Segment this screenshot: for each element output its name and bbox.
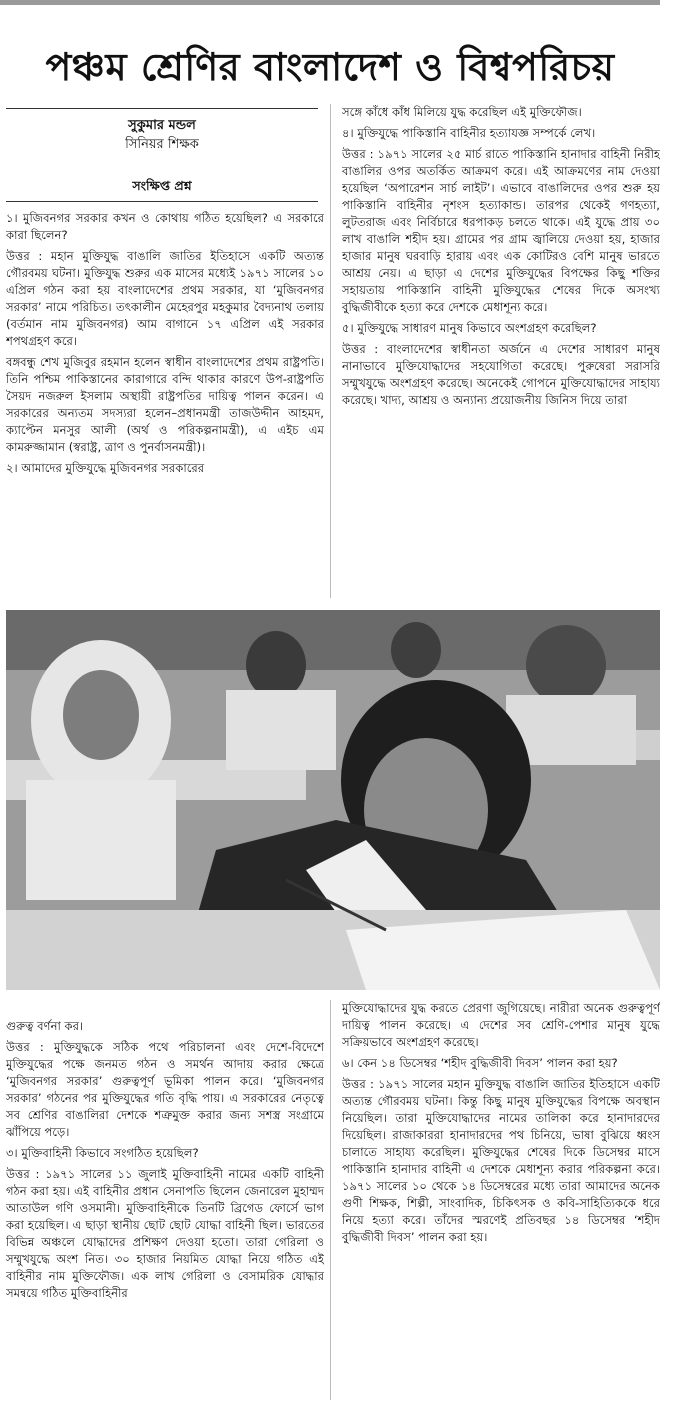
column-left-bottom [6, 1016, 324, 1406]
exam-hall-photo [6, 610, 660, 990]
answer-2: উত্তর : মুক্তিযুদ্ধকে সঠিক পথে পরিচালনা এবং দেশে-বিদেশে মুক্তিযুদ্ধের পক্ষে জনমত গঠন ও সমর্থন আদায় করার ক্ষেত্রে ‘মুজিবনগর সরকার’ গুরুত্বপূর্ণ ভূমিকা পালন করে। ‘মুজিবনগর সরকার’ গঠনের পর মুক্তিযুদ্ধের গতি বৃদ্ধি পায়। এ সরকারের নেতৃত্বে সব শ্রেণির বাঙালিরা দেশকে শত্রুমুক্ত করার জন্য সশস্ত্র সংগ্রামে ঝাঁপিয়ে পড়ে। [6, 1040, 324, 1139]
author-role: সিনিয়র শিক্ষক [125, 137, 199, 152]
answer-1-cont: বঙ্গবন্ধু শেখ মুজিবুর রহমান হলেন স্বাধীন বাংলাদেশের প্রথম রাষ্ট্রপতি। তিনি পশ্চিম পাকিস্তানের কারাগারে বন্দি থাকার কারণে উপ-রাষ্ট্রপতি সৈয়দ নজরুল ইসলাম অস্থায়ী রাষ্ট্রপতির দায়িত্ব পালন করেন। এ সরকারের অন্যতম সদস্যরা হলেন–প্রধানমন্ত্রী তাজউদ্দীন আহমদ, ক্যাপ্টেন মনসুর আলী (অর্থ ও পরিকল্পনামন্ত্রী), এ এইচ এম কামরুজ্জামান (স্বরাষ্ট্র, ত্রাণ ও পুনর্বাসনমন্ত্রী)। [6, 355, 324, 454]
question-5: ৫। মুক্তিযুদ্ধে সাধারণ মানুষ কিভাবে অংশগ্রহণ করেছিল? [342, 321, 597, 335]
question-2-cont: গুরুত্ব বর্ণনা কর। [6, 1019, 84, 1033]
question-2: ২। আমাদের মুক্তিযুদ্ধে মুজিবনগর সরকারের [6, 461, 205, 475]
question-4: ৪। মুক্তিযুদ্ধে পাকিস্তানি বাহিনীর হত্যাযজ্ঞ সম্পর্কে লেখ। [342, 126, 596, 140]
answer-6: উত্তর : ১৯৭১ সালের মহান মুক্তিযুদ্ধ বাঙালি জাতির ইতিহাসে একটি অত্যন্ত গৌরবময় ঘটনা। কিন্তু কিছু মানুষ মুক্তিযুদ্ধের বিপক্ষে অবস্থান নিয়েছিল। তারা মুক্তিযোদ্ধাদের নামের তালিকা করে হানাদারদের দিয়েছিল। রাজাকাররা হানাদারদের পথ চিনিয়ে, ভাষা বুঝিয়ে ধ্বংস চালাতে সাহায্য করেছিল। মুক্তিযুদ্ধের শেষের দিকে ডিসেম্বর মাসে পাকিস্তানি হানাদার বাহিনী এ দেশকে মেধাশূন্য করার পরিকল্পনা করে। ১৯৭১ সালের ১০ থেকে ১৪ ডিসেম্বরের মধ্যে তারা আমাদের অনেক গুণী শিক্ষক, শিল্পী, সাংবাদিক, চিকিৎসক ও কবি-সাহিত্যিককে ধরে নিয়ে হত্যা করে। তাঁদের স্মরণেই প্রতিবছর ১৪ ডিসেম্বর ‘শহীদ বুদ্ধিজীবী দিবস’ পালন করা হয়। [342, 1077, 660, 1244]
paragraph-continued: সঙ্গে কাঁধে কাঁধ মিলিয়ে যুদ্ধ করেছিল এই মুক্তিফৌজ। [342, 105, 582, 119]
column-right-bottom [342, 1000, 660, 1406]
answer-3: উত্তর : ১৯৭১ সালের ১১ জুলাই মুক্তিবাহিনী নামের একটি বাহিনী গঠন করা হয়। এই বাহিনীর প্রধান সেনাপতি ছিলেন জেনারেল মুহাম্মদ আতাউল গণি ওসমানী। মুক্তিবাহিনীকে তিনটি ব্রিগেড ফোর্সে ভাগ করা হয়েছিল। এ ছাড়া স্থানীয় ছোট ছোট যোদ্ধা বাহিনী ছিল। ভারতের বিভিন্ন অঞ্চলে যোদ্ধাদের প্রশিক্ষণ দেওয়া হতো। তারা গেরিলা ও সম্মুখযুদ্ধে অংশ নিত। ৩০ হাজার নিয়মিত যোদ্ধা নিয়ে গঠিত এই বাহিনীর নাম মুক্তিফৌজ। এক লাখ গেরিলা ও বেসামরিক যোদ্ধার সমন্বয়ে গঠিত মুক্তিবাহিনীর [6, 1167, 324, 1300]
answer-5: উত্তর : বাংলাদেশের স্বাধীনতা অর্জনে এ দেশের সাধারণ মানুষ নানাভাবে মুক্তিযোদ্ধাদের সহযোগিতা করেছে। পুরুষেরা সরাসরি সম্মুখযুদ্ধে অংশগ্রহণ করেছে। অনেকেই গোপনে মুক্তিযোদ্ধাদের সাহায্য করেছে। খাদ্য, আশ্রয় ও অন্যান্য প্রয়োজনীয় জিনিস দিয়ে তারা [342, 342, 660, 407]
answer-4: উত্তর : ১৯৭১ সালের ২৫ মার্চ রাতে পাকিস্তানি হানাদার বাহিনী নিরীহ বাঙালির ওপর অতর্কিত আক্রমণ করে। এই আক্রমণের নাম দেওয়া হয়েছিল ‘অপারেশন সার্চ লাইট’। এভাবে বাঙালিদের ওপর শুরু হয় পাকিস্তানি বাহিনীর নৃশংস হত্যাকান্ড। তারপর থেকেই গণহত্যা, লুটতরাজ এবং নির্বিচারে ধরপাকড় চলতে থাকে। এই যুদ্ধে প্রায় ৩০ লাখ বাঙালি শহীদ হয়। গ্রামের পর গ্রাম জ্বালিয়ে দেওয়া হয়, হাজার হাজার মানুষ ঘরবাড়ি হারায় এবং এক কোটিরও বেশি মানুষ ভারতে আশ্রয় নেয়। এ ছাড়া এ দেশের মুক্তিযুদ্ধের বিপক্ষের কিছু শক্তির সহায়তায় পাকিস্তানি বাহিনী মুক্তিযুদ্ধের শেষের দিকে অসংখ্য বুদ্ধিজীবীকে হত্যা করে দেশকে মেধাশূন্য করে। [342, 147, 660, 314]
column-right-top [342, 104, 660, 600]
author-name: সুকুমার মন্ডল [128, 118, 196, 133]
section-heading: সংক্ষিপ্ত প্রশ্ন [132, 178, 192, 193]
byline [6, 116, 318, 154]
question-1: ১। মুজিবনগর সরকার কখন ও কোথায় গঠিত হয়েছিল? এ সরকারে কারা ছিলেন? [6, 211, 324, 242]
column-left-top [6, 208, 324, 598]
question-6: ৬। কেন ১৪ ডিসেম্বর ‘শহীদ বুদ্ধিজীবী দিবস’ পালন করা হয়? [342, 1056, 618, 1070]
divider [6, 108, 318, 109]
answer-5-cont: মুক্তিযোদ্ধাদের যুদ্ধ করতে প্রেরণা জুগিয়েছে। নারীরা অনেক গুরুত্বপূর্ণ দায়িত্ব পালন করেছে। এ দেশের সব শ্রেণি-পেশার মানুষ যুদ্ধে সক্রিয়ভাবে অংশগ্রহণ করেছে। [342, 1001, 660, 1049]
page-title: পঞ্চম শ্রেণির বাংলাদেশ ও বিশ্বপরিচয় [45, 44, 615, 89]
answer-1: উত্তর : মহান মুক্তিযুদ্ধ বাঙালি জাতির ইতিহাসে একটি অত্যন্ত গৌরবময় ঘটনা। মুক্তিযুদ্ধ শুরুর এক মাসের মধ্যেই ১৯৭১ সালের ১০ এপ্রিল গঠন করা হয় বাংলাদেশের প্রথম সরকার, যা ‘মুজিবনগর সরকার’ নামে পরিচিত। তৎকালীন মেহেরপুর মহকুমার বৈদ্যনাথ তলায় (বর্তমান নাম মুজিবনগর) আম বাগানে ১৭ এপ্রিল এই সরকার শপথগ্রহণ করে। [6, 249, 324, 348]
column-divider [330, 1000, 331, 1400]
top-rule [0, 0, 660, 5]
question-3: ৩। মুক্তিবাহিনী কিভাবে সংগঠিত হয়েছিল? [6, 1146, 199, 1160]
column-divider [330, 104, 331, 598]
divider [6, 201, 318, 202]
